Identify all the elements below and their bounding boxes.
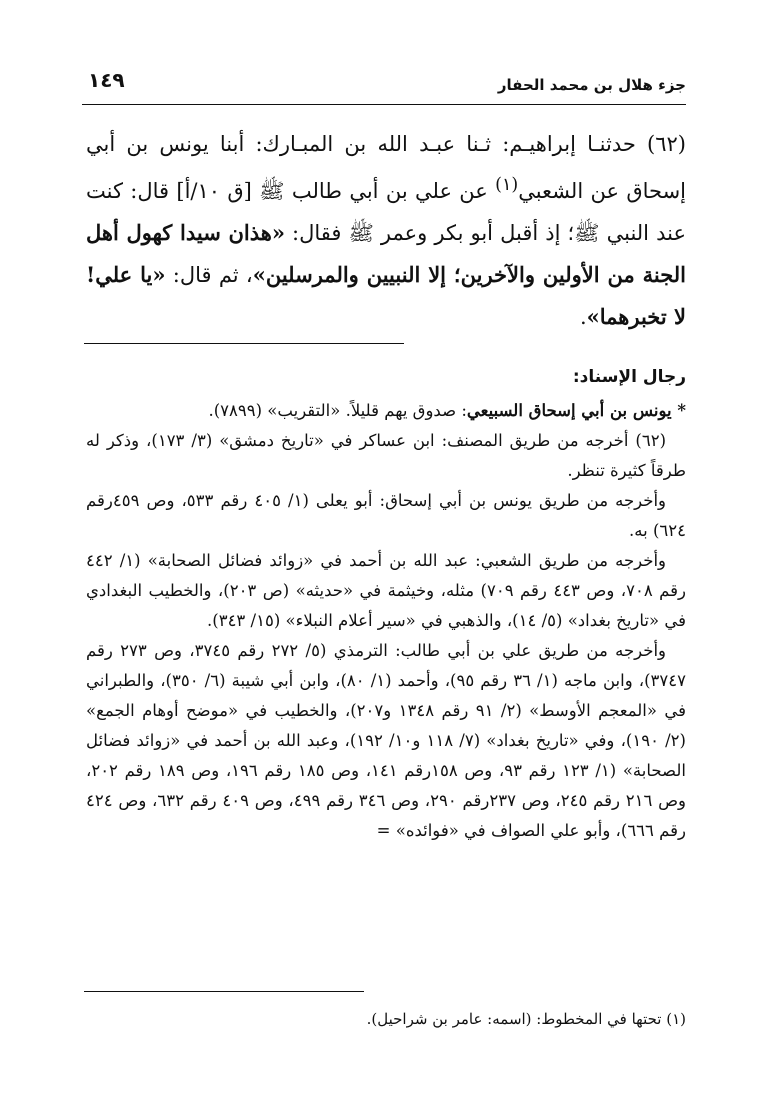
running-header <box>82 64 686 105</box>
hadith-end: . <box>579 305 587 329</box>
footnote-reference: (١) <box>495 175 519 195</box>
footnote-divider <box>84 991 364 992</box>
commentary <box>86 362 686 846</box>
page-number: ١٤٩ <box>88 68 125 92</box>
takhrij-paragraph-4: وأخرجه من طريق علي بن أبي طالب: الترمذي (٥/ ٢٧٢ رقم ٣٧٤٥، وص ٢٧٣ رقم ٣٧٤٧)، وابن ماجه (١/ ٣٦ رقم ٩٥)، وأحمد (١/ ٨٠)، وابن أبي شيبة (٦/ ٣٥٠)، والطبراني في «المعجم الأوسط» (٢/ ٩١ رقم ١٣٤٨ و٢٠٧)، والخطيب في «موضح أوهام الجمع» (٢/ ١٩٠)، وفي «تاريخ بغداد» (٧/ ١١٨ و١٠/ ١٩٢)، وعبد الله بن أحمد في «زوائد فضائل الصحابة» (١/ ١٢٣ رقم ٩٣، وص ١٥٨رقم ١٤١، وص ١٨٥ رقم ١٩٦، وص ١٨٩ رقم ٢٠٢، وص ٢١٦ رقم ٢٤٥، وص ٢٣٧رقم ٢٩٠، وص ٣٤٦ رقم ٤٩٩، وص ٤٠٩ رقم ٦٣٢، وص ٤٢٤ رقم ٦٦٦)، وأبو علي الصواف في «فوائده» = <box>86 641 687 840</box>
hadith-quote: «هذان سيدا كهول أهل الجنة من الأولين والآخرين؛ إلا النبيين والمرسلين» <box>86 220 686 287</box>
hadith-paragraph <box>86 124 686 338</box>
section-divider <box>84 343 404 344</box>
takhrij-paragraph-3: وأخرجه من طريق الشعبي: عبد الله بن أحمد في «زوائد فضائل الصحابة» (١/ ٤٤٢ رقم ٧٠٨، وص ٤٤٣ رقم ٧٠٩) مثله، وخيثمة في «حديثه» (ص ٢٠٣)، والخطيب البغدادي في «تاريخ بغداد» (٥/ ١٤)، والذهبي في «سير أعلام النبلاء» (١٥/ ٣٤٣). <box>86 551 686 630</box>
hadith-text <box>86 124 686 338</box>
section-title: رجال الإسناد: <box>572 367 686 387</box>
narrator-name: * يونس بن أبي إسحاق السبيعي <box>466 401 686 420</box>
narrator-grade: : صدوق يهم قليلاً. «التقريب» (٧٨٩٩). <box>208 401 467 420</box>
hadith-chain: (٦٢) حدثنـا إبراهيـم: ثـنا عبـد الله بن المبـارك: أبنا يونس بن أبي إسحاق عن الشعبي <box>86 132 687 203</box>
footnote: (١) تحتها في المخطوط: (اسمه: عامر بن شراحيل). <box>366 1010 686 1028</box>
takhrij-paragraph-2: وأخرجه من طريق يونس بن أبي إسحاق: أبو يعلى (١/ ٤٠٥ رقم ٥٣٣، وص ٤٥٩رقم ٦٢٤) به. <box>86 491 686 540</box>
hadith-chain-continued: عن علي بن أبي طالب ﷺ [ق ١٠/أ] قال: كنت عند النبي ﷺ؛ إذ أقبل أبو بكر وعمر ﷺ فقال: <box>86 179 686 245</box>
hadith-connector: ، ثم قال: <box>165 263 253 287</box>
hadith-quote-second: «يا علي! لا تخبرهما» <box>86 262 686 329</box>
book-title: جزء هلال بن محمد الحفار <box>497 76 686 94</box>
takhrij-paragraph-1: (٦٢) أخرجه من طريق المصنف: ابن عساكر في «تاريخ دمشق» (٣/ ١٧٣)، وذكر له طرقاً كثيرة تنظر. <box>86 431 686 480</box>
narrator-note <box>86 396 686 426</box>
